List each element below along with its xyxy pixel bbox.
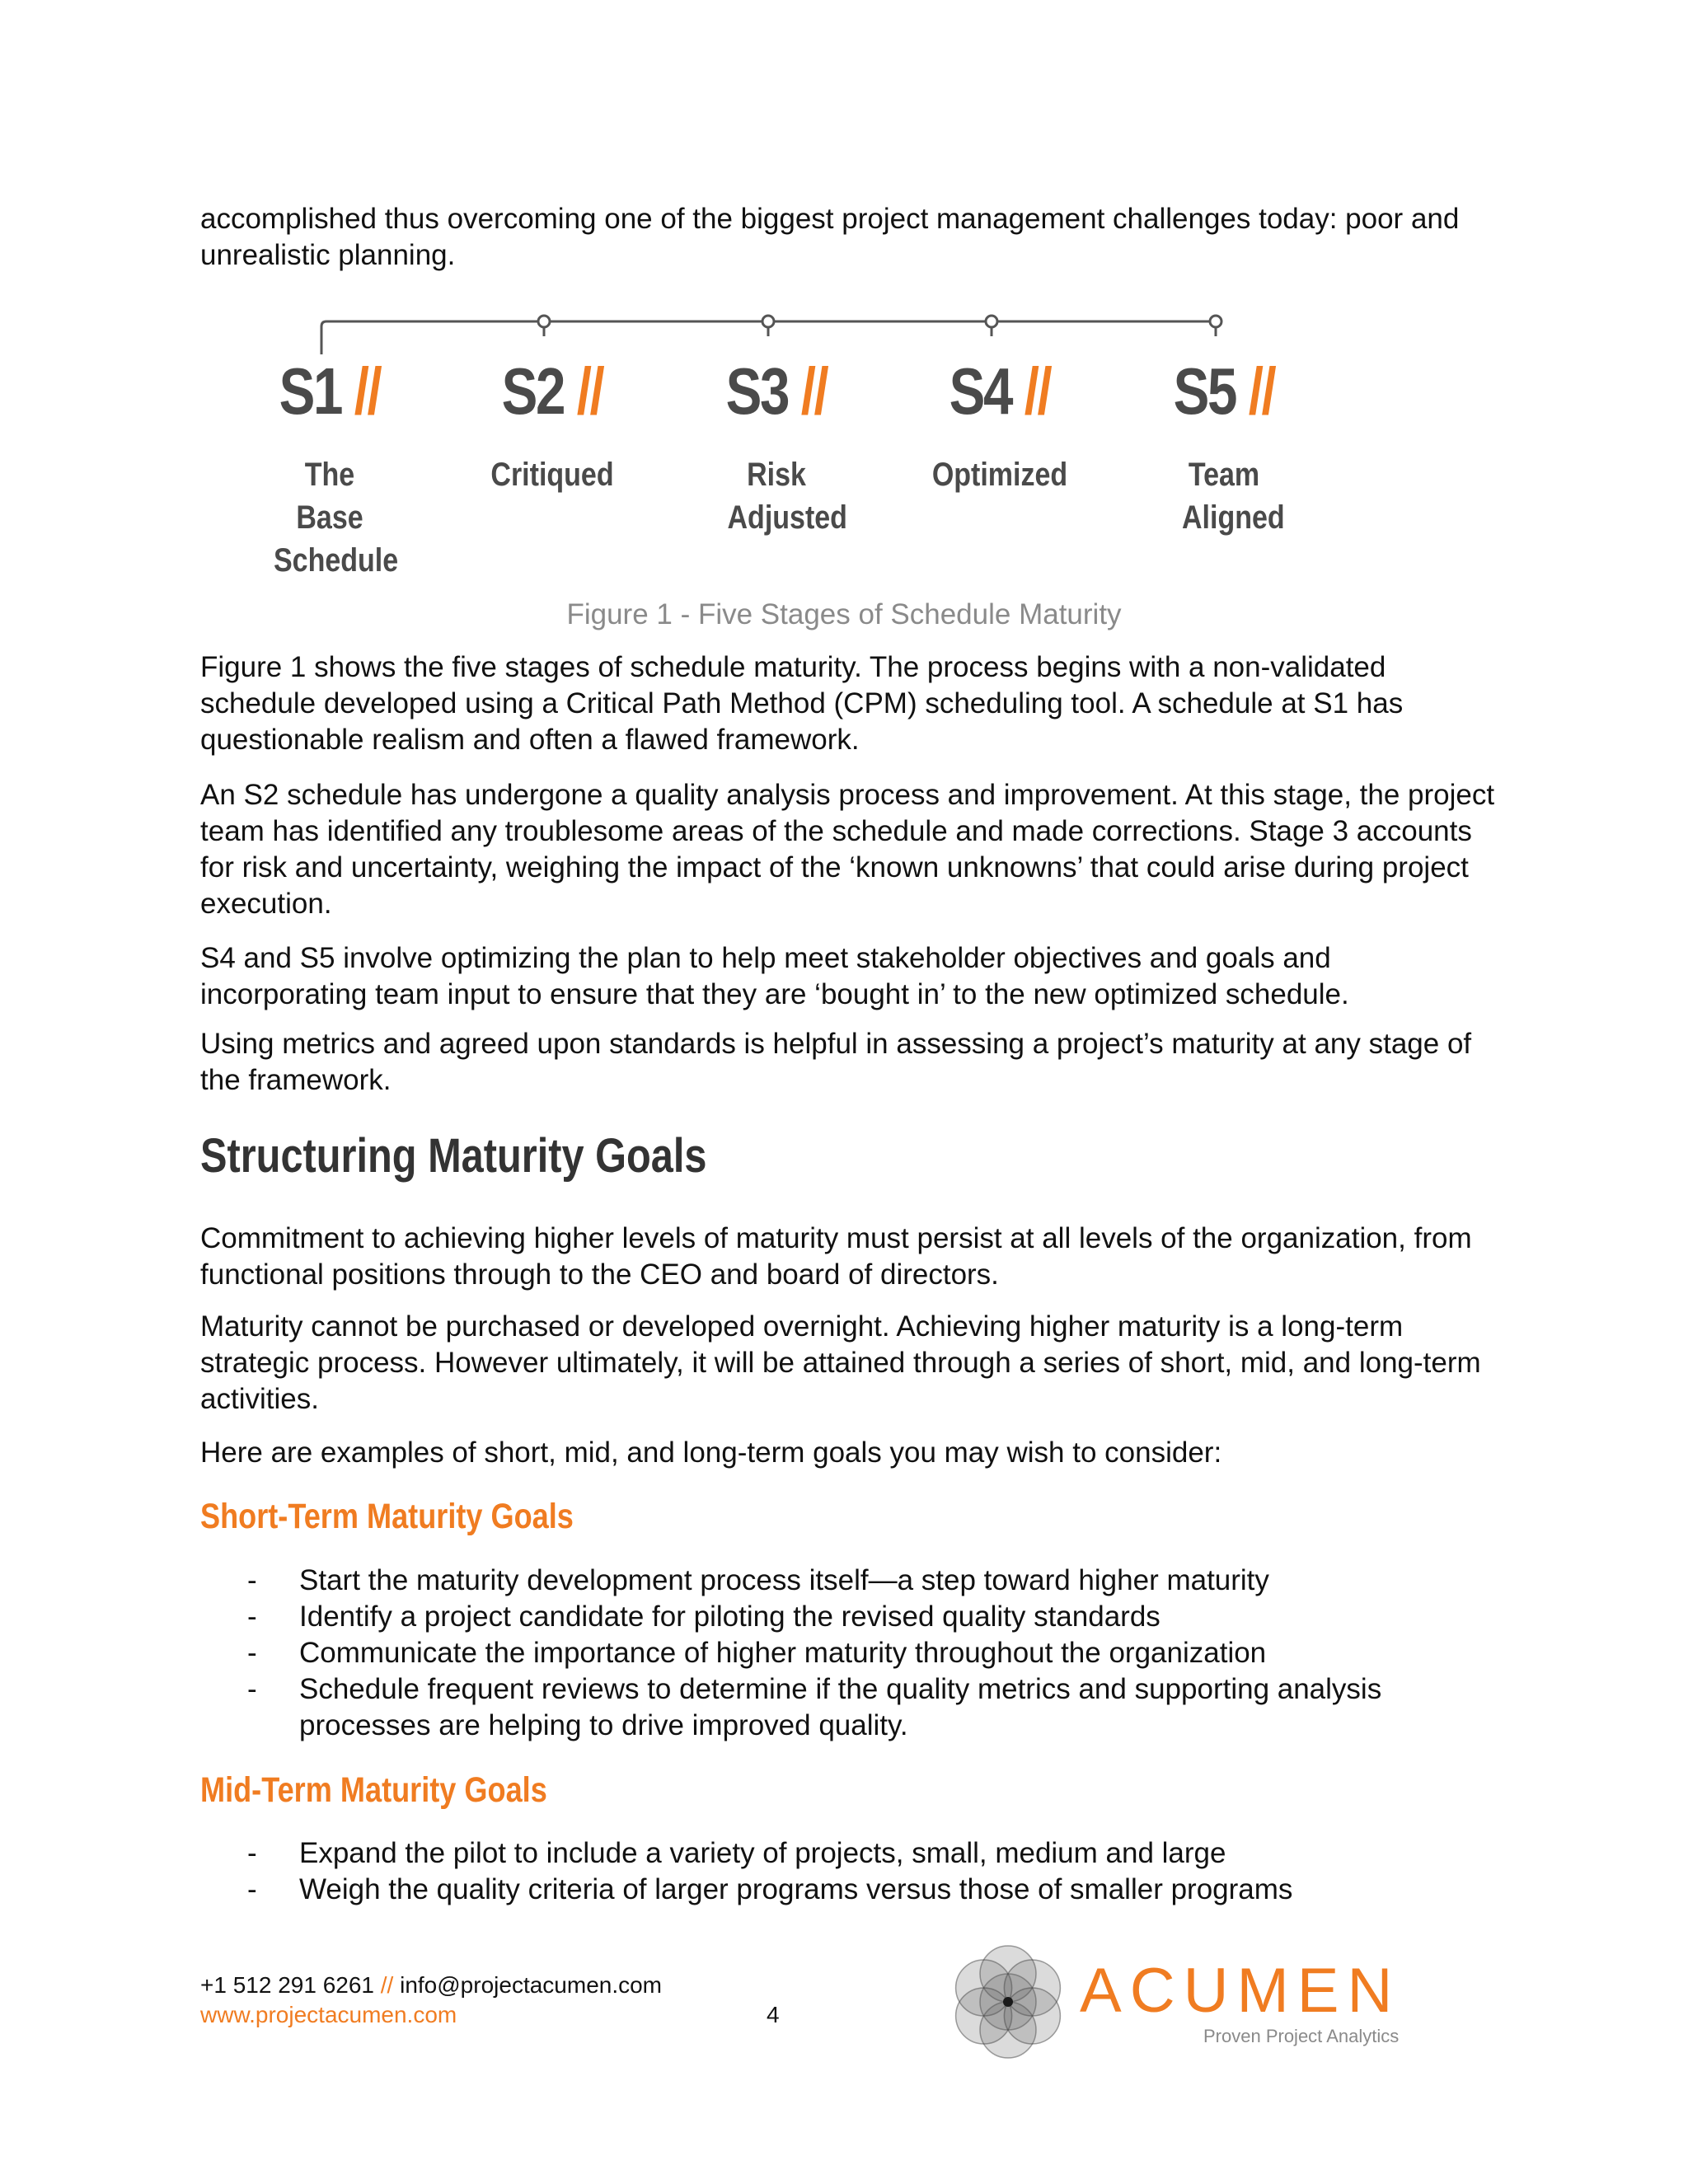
list-item: - Schedule frequent reviews to determine if the quality metrics and supporting analysis processes are helping to drive improved quality. <box>247 1673 1382 1741</box>
footer-phone: +1 512 291 6261 <box>200 1972 374 1998</box>
mid-term-goals-list <box>247 1835 1508 1908</box>
acumen-logo <box>946 1940 1408 2064</box>
stage-s3 <box>686 354 867 539</box>
stage-code: S5 // <box>1173 354 1275 428</box>
stage-label: Team Aligned <box>1182 457 1285 536</box>
footer-separator: // <box>380 1972 394 1998</box>
list-item: - Communicate the importance of higher maturity throughout the organization <box>247 1637 1267 1669</box>
stage-s1 <box>239 354 420 582</box>
body-paragraph: Figure 1 shows the five stages of schedule maturity. The process begins with a non-validated schedule developed using a Critical Path Method (CPM) scheduling tool. A schedule at S1 has questionable realism and often a flawed framework. <box>200 651 1404 756</box>
list-item: - Weigh the quality criteria of larger programs versus those of smaller programs <box>247 1873 1293 1905</box>
stage-label: Critiqued <box>490 457 614 493</box>
body-paragraph: Using metrics and agreed upon standards is helpful in assessing a project’s maturity at any stage of the framework. <box>200 1028 1472 1096</box>
short-term-goals-list <box>247 1563 1508 1744</box>
short-term-heading: Short-Term Maturity Goals <box>200 1497 574 1536</box>
section-paragraph: Commitment to achieving higher levels of maturity must persist at all levels of the organization, from functional positions through to the CEO and board of directors. <box>200 1222 1472 1291</box>
body-paragraph: S4 and S5 involve optimizing the plan to help meet stakeholder objectives and goals and incorporating team input to ensure that they are ‘bought in’ to the new optimized schedule. <box>200 942 1349 1010</box>
stage-code: S4 // <box>949 354 1051 428</box>
stage-s2 <box>462 354 643 496</box>
list-item: - Expand the pilot to include a variety of projects, small, medium and large <box>247 1837 1226 1869</box>
logo-tagline: Proven Project Analytics <box>1203 2026 1400 2046</box>
body-paragraph: An S2 schedule has undergone a quality analysis process and improvement. At this stage, the project team has identified any troublesome areas of the schedule and made corrections. Stage 3 accounts for risk and uncertainty, weighing the impact of the ‘known unknowns’ that could arise during project execution. <box>200 779 1495 920</box>
mid-term-heading: Mid-Term Maturity Goals <box>200 1770 547 1810</box>
footer-contact-line <box>200 1971 662 2000</box>
stage-s4 <box>909 354 1090 496</box>
stage-label: The Base Schedule <box>274 457 399 579</box>
footer-contact <box>200 1971 662 2030</box>
intro-paragraph: accomplished thus overcoming one of the biggest project management challenges today: poor and unrealistic planning. <box>200 203 1460 271</box>
page-number: 4 <box>767 2002 780 2027</box>
stage-code: S1 // <box>279 354 381 428</box>
flower-of-life-logo-icon <box>946 1940 1070 2064</box>
stage-label: Risk Adjusted <box>727 457 847 536</box>
list-item: - Start the maturity development process itself—a step toward higher maturity <box>247 1564 1269 1596</box>
section-heading: Structuring Maturity Goals <box>200 1129 707 1183</box>
footer-email-link[interactable]: info@projectacumen.com <box>400 1972 663 1998</box>
stage-s5 <box>1133 354 1315 539</box>
section-paragraph: Maturity cannot be purchased or developed overnight. Achieving higher maturity is a long-term strategic process. However ultimately, it will be attained through a series of short, mid, and long-term activities. <box>200 1310 1481 1415</box>
section-paragraph: Here are examples of short, mid, and long-term goals you may wish to consider: <box>200 1436 1222 1469</box>
list-item: - Identify a project candidate for piloting the revised quality standards <box>247 1601 1160 1633</box>
stage-label: Optimized <box>931 457 1068 493</box>
footer-website-link[interactable]: www.projectacumen.com <box>200 2002 457 2027</box>
stage-code: S3 // <box>725 354 828 428</box>
stage-code: S2 // <box>501 354 603 428</box>
logo-wordmark: ACUMEN <box>1080 1956 1401 2026</box>
figure-caption: Figure 1 - Five Stages of Schedule Maturity <box>566 598 1122 630</box>
stages-figure <box>239 313 1335 577</box>
